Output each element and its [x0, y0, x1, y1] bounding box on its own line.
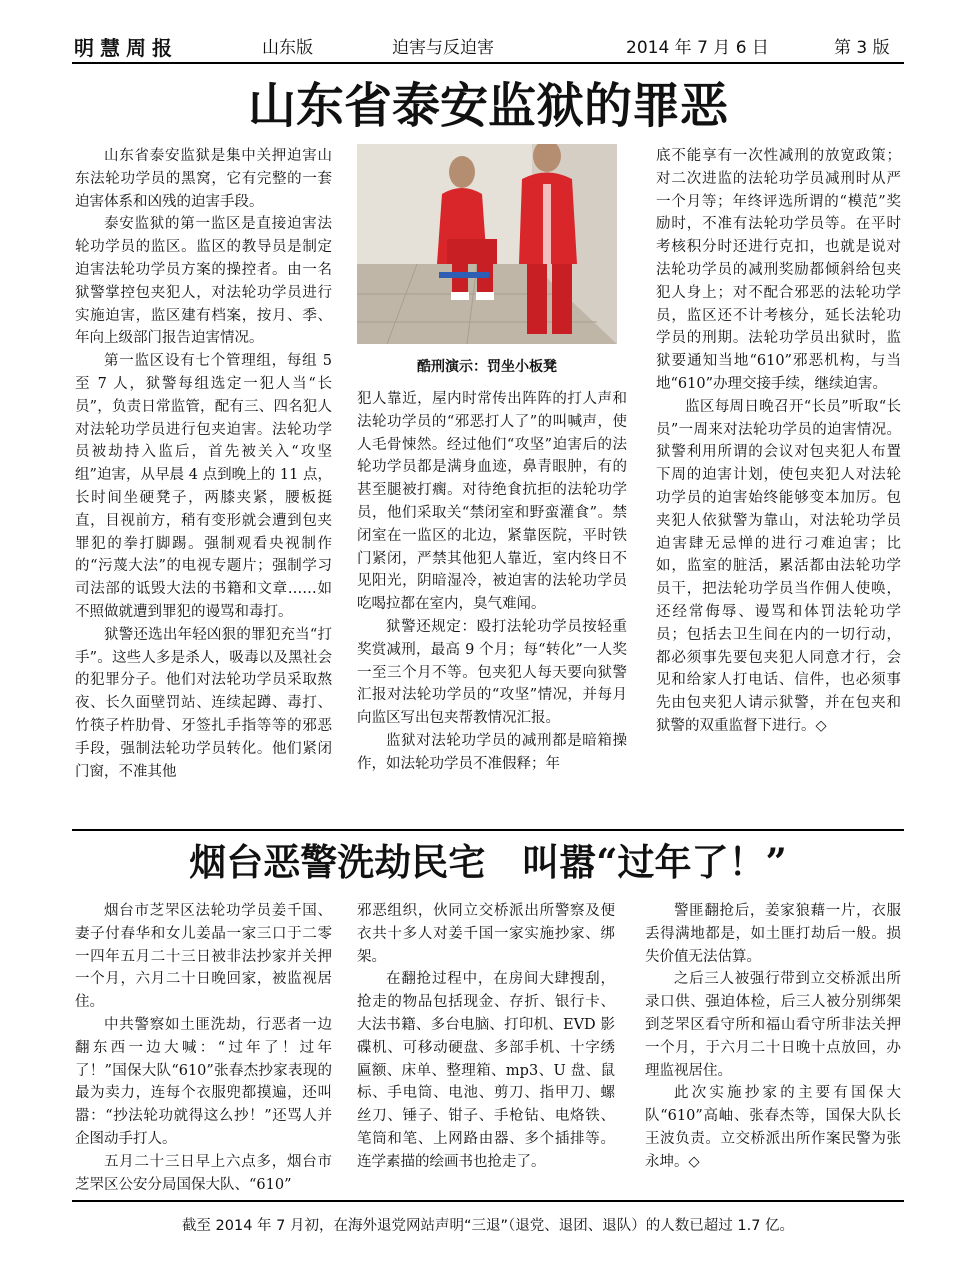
- paragraph: 警匪翻抢后，姜家狼藉一片，衣服丢得满地都是，如土匪打劫后一般。损失价值无法估算。: [645, 903, 901, 965]
- paragraph: 监区每周日晚召开“长员”听取“长员”一周来对法轮功学员的迫害情况。狱警利用所谓的会议对包夹犯人布置下周的迫害计划，使包夹犯人对法轮功学员的迫害始终能够变本加厉。包夹犯人依狱警为靠山，对法轮功学员迫害肆无忌惮的进行刁难迫害；比如，监室的脏活，累活都由法轮功学员干，把法轮功学员当作佣人使唤，还经常侮辱、谩骂和体罚法轮功学员；包括去卫生间在内的一切行动，都必须事先要包夹犯人同意才行，会见和给家人打电话、信件，也必须事先由包夹犯人请示狱警，并在包夹和狱警的双重监督下进行。◇: [656, 398, 901, 734]
- issue-date: 2014 年 7 月 6 日: [626, 38, 769, 58]
- paragraph: 泰安监狱的第一监区是直接迫害法轮功学员的监区。监区的教导员是制定迫害法轮功学员方案的操控者。由一名狱警掌控包夹犯人，对法轮功学员进行实施迫害，监区建有档案，按月、季、年向上级部门报告迫害情况。: [75, 216, 332, 347]
- article1-column-1: [75, 145, 332, 825]
- article1-column-2: [357, 388, 627, 825]
- article2-column-3: [645, 900, 901, 1195]
- section-label: 迫害与反迫害: [392, 38, 494, 58]
- footer-rule: [72, 1200, 904, 1202]
- header-rule: [72, 62, 904, 64]
- paragraph: 在翻抢过程中，在房间大肆搜刮，抢走的物品包括现金、存折、银行卡、大法书籍、多台电脑、打印机、EVD 影碟机、可移动硬盘、多部手机、十字绣匾额、床单、整理箱、mp3、U 盘、鼠标、手电筒、电池、剪刀、指甲刀、螺丝刀、锤子、钳子、手枪钻、电烙铁、笔筒和笔、上网路由器、多个插排等。连学素描的绘画书也抢走了。: [357, 971, 615, 1170]
- article2-title: 烟台恶警洗劫民宅 叫嚣“过年了！”: [189, 840, 787, 884]
- article1-column-3: [656, 145, 901, 825]
- paragraph: 山东省泰安监狱是集中关押迫害山东法轮功学员的黑窝，它有完整的一套迫害体系和凶残的迫害手段。: [75, 148, 332, 210]
- paragraph: 烟台市芝罘区法轮功学员姜千国、妻子付春华和女儿姜晶一家三口于二零一四年五月二十三日被非法抄家并关押一个月，六月二十日晚回家，被监视居住。: [75, 903, 332, 1011]
- paragraph: 邪恶组织，伙同立交桥派出所警察及便衣共十多人对姜千国一家实施抄家、绑架。: [357, 903, 615, 965]
- paragraph: 五月二十三日早上六点多，烟台市芝罘区公安分局国保大队、“610”: [75, 1153, 332, 1193]
- torture-demonstration-photo: [357, 144, 617, 344]
- paragraph: 犯人靠近，屋内时常传出阵阵的打人声和法轮功学员的“邪恶打人了”的叫喊声，使人毛骨悚然。经过他们“攻坚”迫害后的法轮功学员都是满身血迹，鼻青眼肿，有的甚至腿被打瘸。对待绝食抗拒的法轮功学员，他们采取关“禁闭室和野蛮灌食”。禁闭室在一监区的北边，紧靠医院，平时铁门紧闭，严禁其他犯人靠近，室内终日不见阳光，阴暗湿冷，被迫害的法轮功学员吃喝拉都在室内，臭气难闻。: [357, 391, 627, 613]
- paragraph: 底不能享有一次性减刑的放宽政策；对二次进监的法轮功学员减刑时从严一个月等；年终评选所谓的“模范”奖励时，不准有法轮功学员等。在平时考核积分时还进行克扣，也就是说对法轮功学员的减刑奖励都倾斜给包夹犯人身上；对不配合邪恶的法轮功学员，监区还不计考核分，延长法轮功学员的刑期。法轮功学员出狱时，监狱要通知当地“610”邪恶机构，与当地“610”办理交接手续，继续迫害。: [656, 148, 901, 392]
- article1-title: 山东省泰安监狱的罪恶: [247, 78, 728, 134]
- paragraph: 第一监区设有七个管理组，每组 5 至 7 人，狱警每组选定一犯人当“长员”，负责日常监管，配有三、四名犯人对法轮功学员进行包夹迫害。法轮功学员被劫持入监后，首先被关入“攻坚组”迫害，从早晨 4 点到晚上的 11 点，长时间坐硬凳子，两膝夹紧，腰板挺直，目视前方，稍有变形就会遭到包夹罪犯的拳打脚踢。强制观看央视制作的“污蔑大法”的电视专题片；强制学习司法部的诋毁大法的书籍和文章……如不照做就遭到罪犯的谩骂和毒打。: [75, 353, 332, 620]
- paragraph: 监狱对法轮功学员的减刑都是暗箱操作，如法轮功学员不准假释；年: [357, 732, 627, 772]
- paragraph: 之后三人被强行带到立交桥派出所录口供、强迫体检，后三人被分别绑架到芝罘区看守所和福山看守所非法关押一个月，于六月二十日晚十点放回，办理监视居住。: [645, 971, 901, 1079]
- footer-notice: 截至 2014 年 7 月初，在海外退党网站声明“三退”（退党、退团、退队）的人数已超过 1.7 亿。: [181, 1218, 795, 1234]
- paragraph: 狱警还选出年轻凶狠的罪犯充当“打手”。这些人多是杀人，吸毒以及黑社会的犯罪分子。他们对法轮功学员采取熬夜、长久面壁罚站、连续起蹲、毒打、竹筷子杵肋骨、牙签扎手指等等的邪恶手段，强制法轮功学员转化。他们紧闭门窗，不准其他: [75, 626, 332, 780]
- paragraph: 狱警还规定：殴打法轮功学员按轻重奖赏减刑，最高 9 个月；每“转化”一人奖一至三个月不等。包夹犯人每天要向狱警汇报对法轮功学员的“攻坚”情况，并每月向监区写出包夹帮教情况汇报。: [357, 618, 627, 727]
- paragraph: 中共警察如土匪洗劫，行恶者一边翻东西一边大喊：“过年了！过年了！”国保大队“610”张春杰抄家表现的最为卖力，连每个衣服兜都摸遍，还叫嚣：“抄法轮功就得这么抄！”还骂人并企图动手打人。: [75, 1016, 332, 1147]
- article2-column-2: [357, 900, 615, 1195]
- newspaper-logo: 明慧周报: [74, 36, 178, 60]
- photo-caption: 酷刑演示：罚坐小板凳: [417, 359, 557, 375]
- article-separator: [72, 829, 904, 831]
- edition-label: 山东版: [262, 38, 313, 58]
- paragraph: 此次实施抄家的主要有国保大队“610”高岫、张春杰等，国保大队长王波负责。立交桥派出所作案民警为张永坤。◇: [645, 1085, 901, 1170]
- article2-column-1: [75, 900, 332, 1195]
- page-number: 第 3 版: [834, 38, 890, 58]
